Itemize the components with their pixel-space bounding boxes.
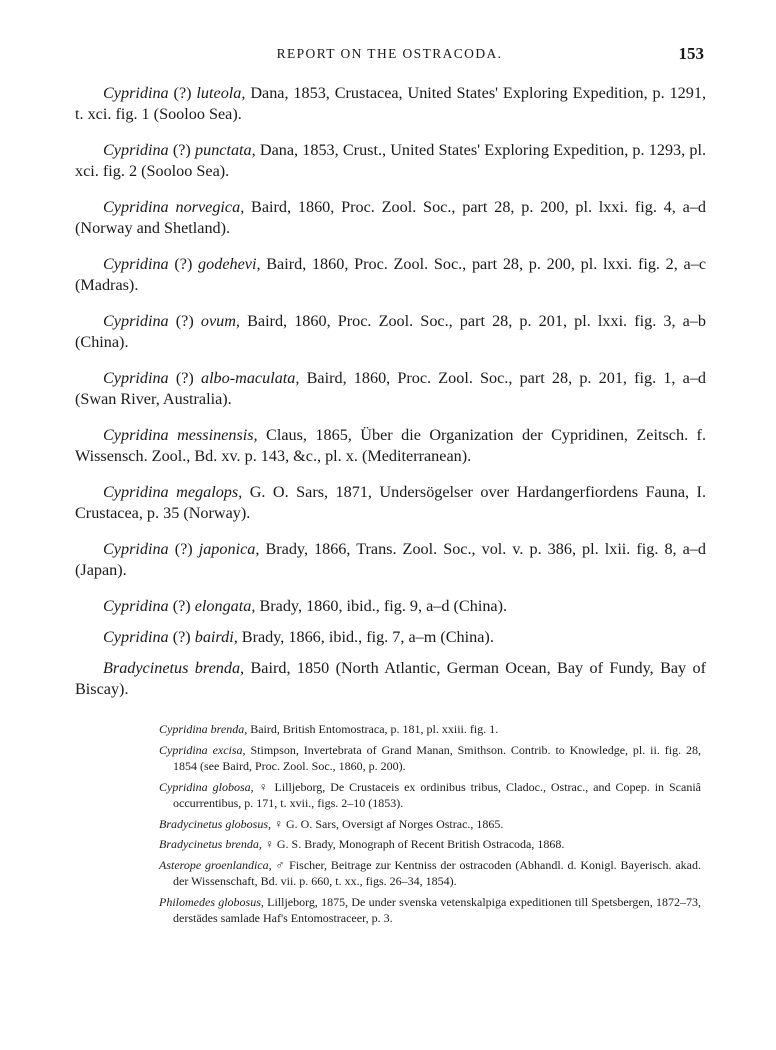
synonym-citation: Stimpson, Invertebrata of Grand Manan, Smithson. Contrib. to Knowledge, pl. ii. fig. 28, 1854 (see Baird, Proc. Zool. Soc., 1860, p. 200).: [173, 742, 701, 773]
species-entry: [75, 197, 706, 239]
genus-name: Cypridina: [103, 426, 169, 444]
synonym-name: Bradycinetus globosus,: [159, 816, 271, 831]
species-entry: [75, 254, 706, 296]
synonym-name: Cypridina brenda,: [159, 722, 248, 736]
species-entry: [75, 539, 706, 581]
citation-text: Brady, 1866, Trans. Zool. Soc., vol. v. p. 386, pl. lxii. fig. 8, a–d (Japan).: [75, 540, 706, 579]
citation-text: G. O. Sars, 1871, Undersögelser over Hardangerfiordens Fauna, I. Crustacea, p. 35 (Norway).: [75, 483, 706, 522]
species-entry: [75, 83, 706, 125]
citation-text: Baird, 1860, Proc. Zool. Soc., part 28, p. 200, pl. lxxi. fig. 4, a–d (Norway and Shetland).: [75, 198, 706, 237]
species-name: elongata,: [194, 597, 256, 615]
species-entry: [75, 140, 706, 182]
running-head: REPORT ON THE OSTRACODA.: [276, 46, 503, 61]
synonym-citation: Lilljeborg, 1875, De under svenska vetenskalpiga expeditionen till Spetsbergen, 1872–73, derstädes samlade Haf's Entomostraceer, p. 3.: [173, 894, 701, 926]
species-name: megalops,: [176, 483, 243, 501]
query-mark: (?): [168, 255, 199, 273]
synonym-name: Asterope groenlandica,: [159, 857, 272, 872]
synonym-name: Cypridina excisa,: [159, 742, 246, 757]
query-mark: (?): [168, 369, 201, 387]
synonym-entry: [159, 894, 701, 926]
genus-name: Cypridina: [103, 84, 169, 102]
query-mark: (?): [168, 84, 197, 102]
synonym-citation: ♀ G. O. Sars, Oversigt af Norges Ostrac., 1865.: [271, 816, 504, 831]
species-entry: [75, 425, 706, 467]
query-mark: (?): [168, 597, 195, 615]
query-mark: (?): [168, 141, 195, 159]
synonym-entry: [159, 816, 701, 832]
synonym-name: Cypridina globosa,: [159, 779, 254, 794]
species-entry: [75, 482, 706, 524]
synonym-entry: [159, 836, 701, 852]
species-entry: [75, 596, 706, 617]
query-mark: (?): [168, 540, 199, 558]
synonym-citation: ♀ G. S. Brady, Monograph of Recent British Ostracoda, 1868.: [261, 837, 565, 852]
species-name: bairdi,: [194, 628, 238, 646]
citation-text: Baird, 1860, Proc. Zool. Soc., part 28, p. 201, fig. 1, a–d (Swan River, Australia).: [75, 369, 707, 408]
citation-text: Dana, 1853, Crust., United States' Exploring Expedition, p. 1293, pl. xci. fig. 2 (Sooloo Sea).: [75, 141, 706, 180]
synonym-entry: [159, 857, 701, 889]
species-entry: [75, 368, 706, 410]
genus-name: Cypridina: [103, 141, 169, 159]
citation-text: Dana, 1853, Crustacea, United States' Exploring Expedition, p. 1291, t. xci. fig. 1 (Sooloo Sea).: [75, 84, 707, 123]
genus-name: Cypridina: [103, 198, 169, 216]
genus-name: Cypridina: [103, 369, 169, 387]
species-name: punctata,: [195, 141, 256, 159]
genus-name: Cypridina: [103, 540, 169, 558]
citation-text: Baird, 1860, Proc. Zool. Soc., part 28, p. 200, pl. lxxi. fig. 2, a–c (Madras).: [75, 255, 706, 294]
species-entries: [75, 83, 706, 715]
species-name: albo-maculata,: [200, 369, 300, 387]
species-name: luteola,: [196, 84, 246, 102]
synonym-citation: ♀ Lilljeborg, De Crustaceis ex ordinibus tribus, Cladoc., Ostrac., and Copep. in Scaniâ occurrentibus, p. 171, t. xvii., figs. 2–10 (1853).: [173, 779, 701, 810]
species-name: norvegica,: [175, 198, 245, 216]
citation-text: Claus, 1865, Über die Organization der Cypridinen, Zeitsch. f. Wissensch. Zool., Bd. xv. p. 143, &c., pl. x. (Mediterranean).: [75, 426, 706, 465]
species-name: japonica,: [198, 540, 260, 558]
genus-name: Cypridina: [103, 597, 169, 615]
synonym-entry: [159, 742, 701, 774]
genus-name: Bradycinetus: [103, 659, 189, 677]
page-header: [75, 44, 704, 68]
citation-text: Brady, 1860, ibid., fig. 9, a–d (China).: [255, 597, 508, 615]
species-entry: [75, 658, 706, 700]
synonym-name: Philomedes globosus,: [159, 894, 264, 909]
synonym-name: Bradycinetus brenda,: [159, 837, 262, 852]
citation-text: Baird, 1850 (North Atlantic, German Ocean, Bay of Fundy, Bay of Biscay).: [75, 659, 706, 698]
species-entry: [75, 627, 706, 648]
citation-text: Baird, 1860, Proc. Zool. Soc., part 28, p. 201, pl. lxxi. fig. 3, a–b (China).: [75, 312, 706, 351]
species-name: messinensis,: [177, 426, 258, 444]
species-name: brenda,: [194, 659, 245, 677]
synonymy-list: [159, 721, 701, 931]
citation-text: Brady, 1866, ibid., fig. 7, a–m (China).: [237, 628, 494, 646]
genus-name: Cypridina: [103, 483, 169, 501]
species-entry: [75, 311, 706, 353]
query-mark: (?): [168, 312, 201, 330]
genus-name: Cypridina: [103, 628, 169, 646]
synonym-entry: [159, 721, 701, 737]
synonym-entry: [159, 779, 701, 811]
synonym-citation: Baird, British Entomostraca, p. 181, pl. xxiii. fig. 1.: [247, 722, 499, 736]
query-mark: [169, 426, 177, 444]
species-name: ovum,: [200, 312, 240, 330]
synonym-citation: ♂ Fischer, Beitrage zur Kentniss der ostracoden (Abhandl. d. Konigl. Bayerisch. akad. der Wissenschaft, Bd. vii. p. 660, t. xx., figs. 26–34, 1854).: [173, 857, 701, 889]
genus-name: Cypridina: [103, 312, 169, 330]
genus-name: Cypridina: [103, 255, 169, 273]
page-number: 153: [678, 44, 704, 63]
query-mark: (?): [168, 628, 195, 646]
species-name: godehevi,: [198, 255, 261, 273]
